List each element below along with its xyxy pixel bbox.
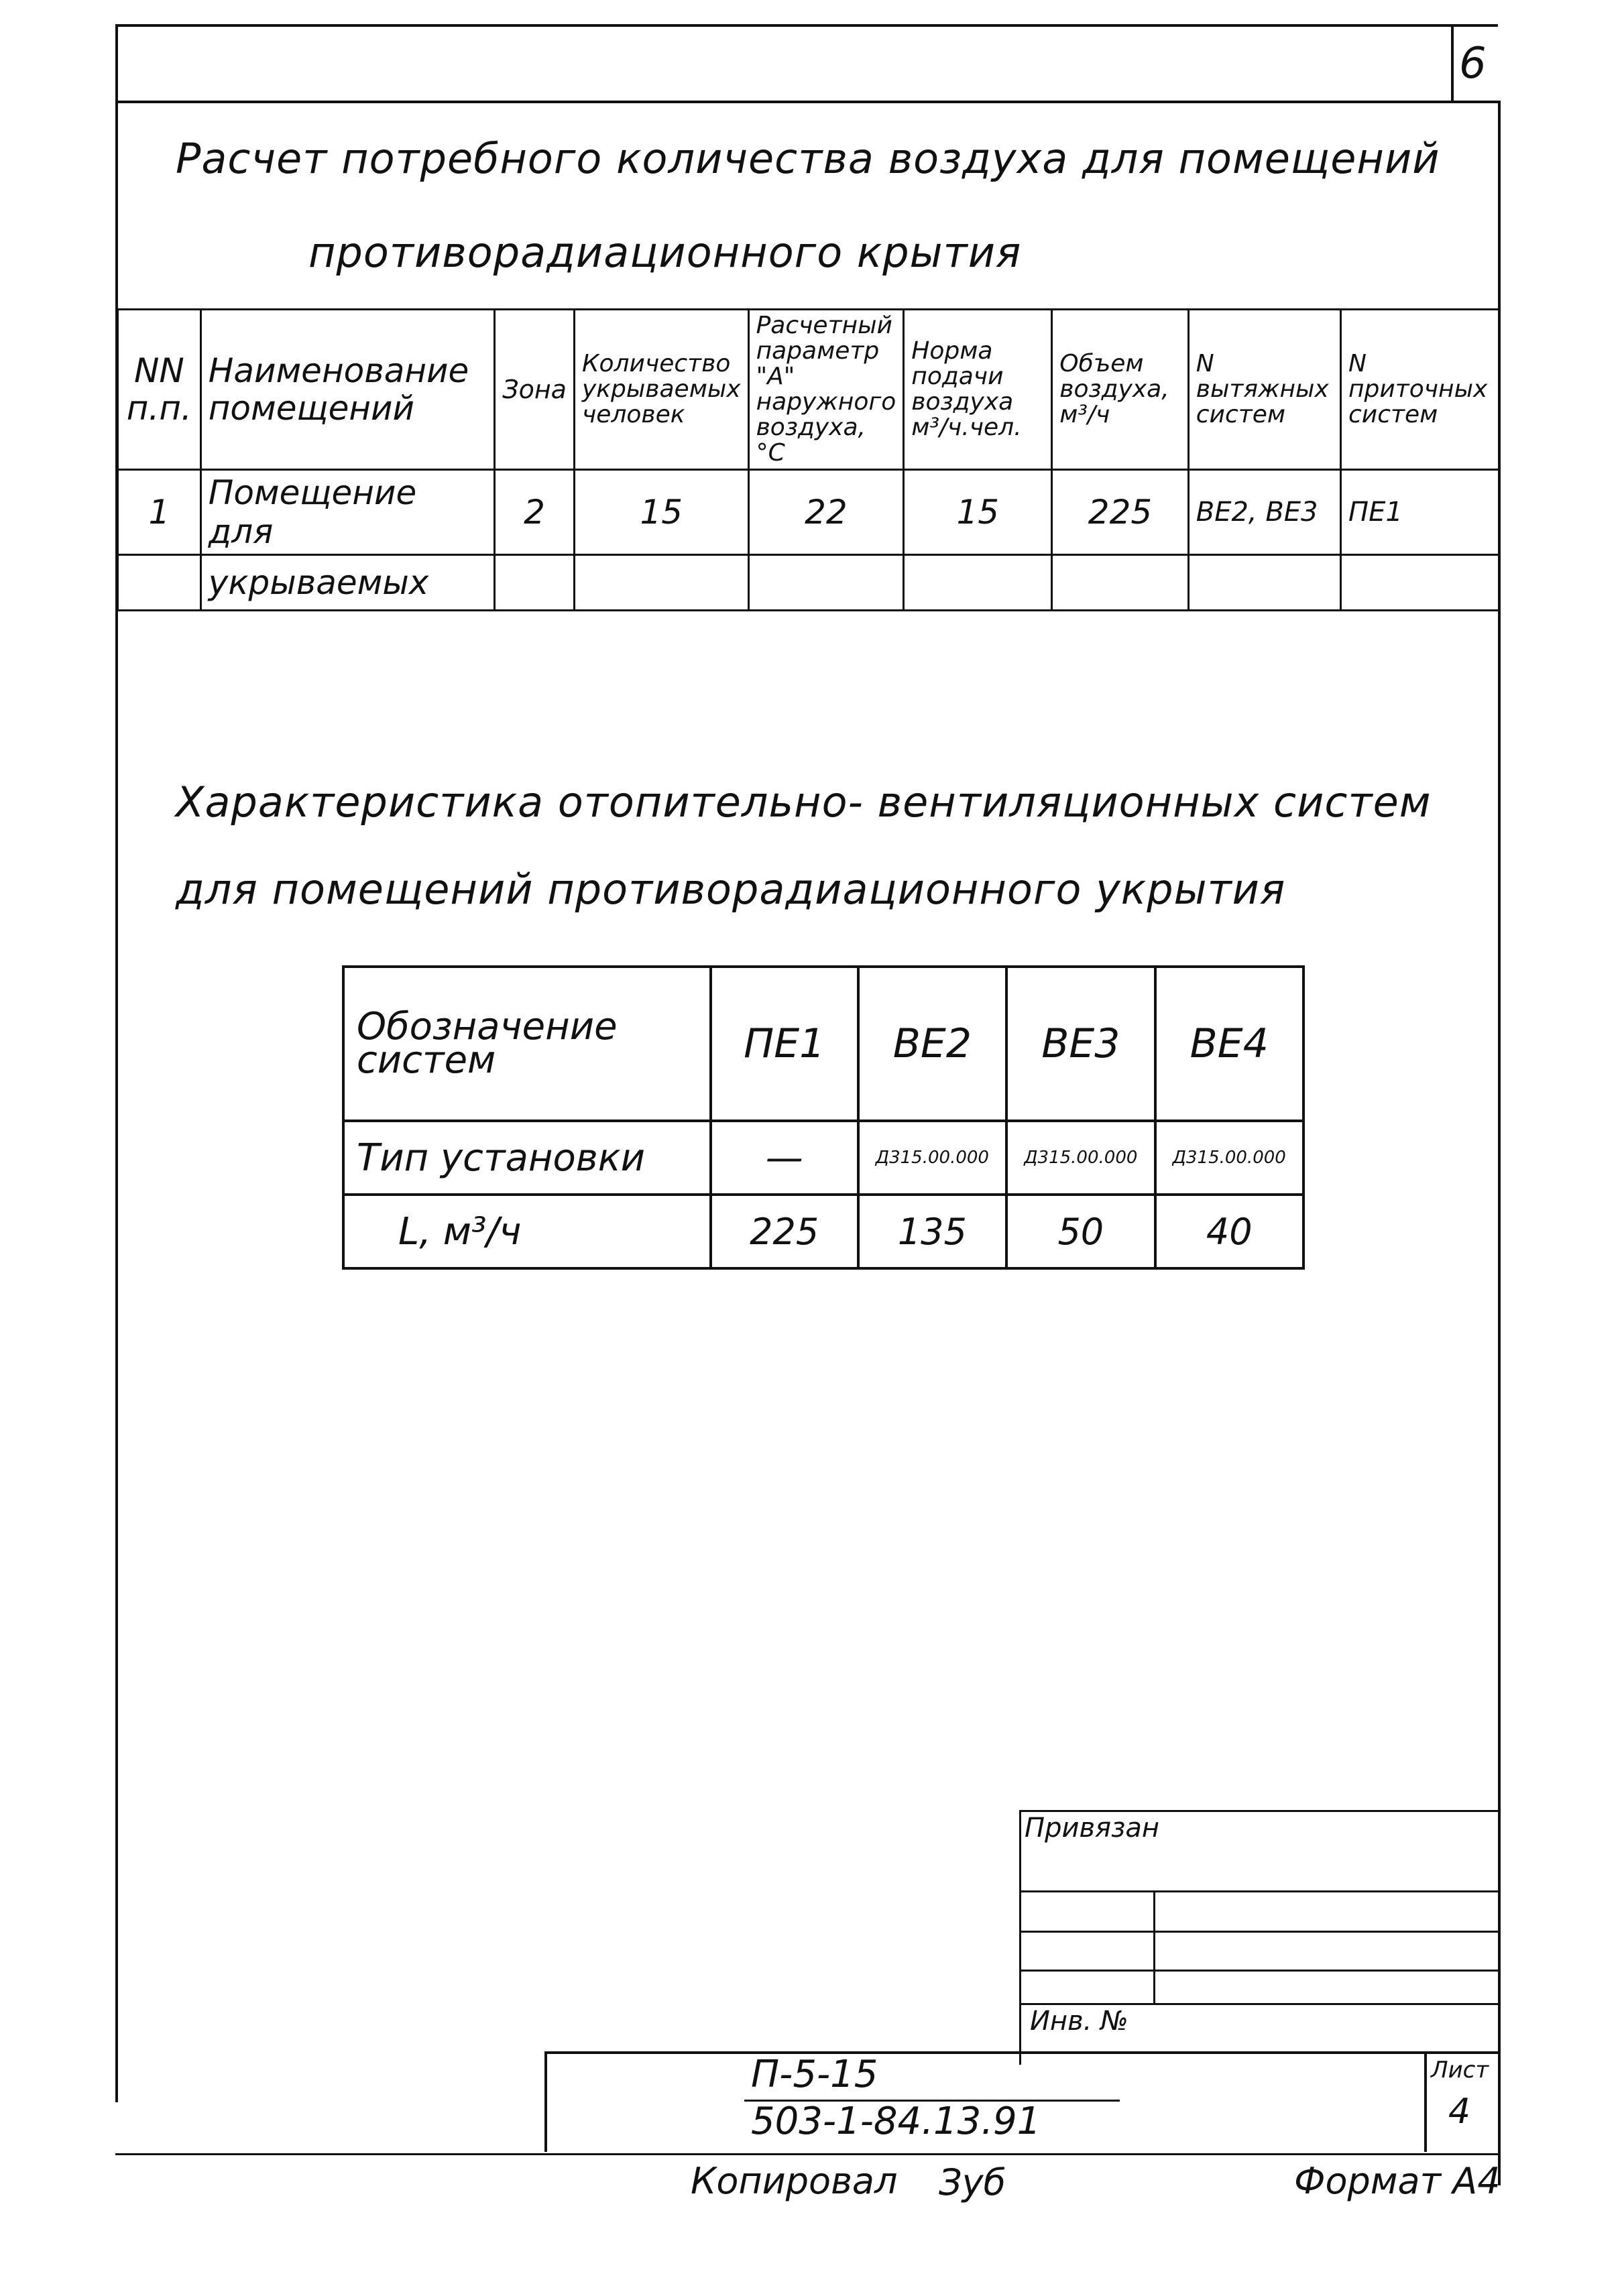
title-box-top [544,2051,1501,2054]
page-title-line2: противорадиационного крытия [308,228,1022,277]
stamp-block [1019,1810,1501,2065]
system-pe1: ПЕ1 [711,967,858,1121]
systems-table [342,965,1305,1270]
stamp-line-2 [1019,1931,1501,1933]
footer-format: Формат А4 [1294,2160,1501,2202]
row1-temp: 22 [748,470,904,555]
stamp-line-3 [1019,1970,1501,1972]
header-volume: Объем воздуха, м³/ч [1052,310,1188,470]
header-norm: Норма подачи воздуха м³/ч.чел. [904,310,1052,470]
type-label: Тип установки [343,1121,711,1195]
row1-num: 1 [118,470,201,555]
type-pe1: — [711,1121,858,1195]
air-calc-header-row [118,310,1500,470]
row1-people: 15 [574,470,748,555]
row2-supply [1341,555,1500,611]
title-box-list-divider [1424,2051,1427,2152]
privyazan-label: Привязан [1025,1813,1160,1844]
inv-no-label: Инв. № [1030,2006,1128,2037]
footer-signature: Зуб [939,2161,1006,2203]
title-box-left [544,2051,547,2152]
row2-volume [1052,555,1188,611]
type-ve2: Д315.00.000 [858,1121,1006,1195]
doc-code-line1: П-5-15 [751,2053,878,2096]
section2-title-line1: Характеристика отопительно- вентиляционных систем [176,778,1432,827]
stamp-left-line [1019,1810,1021,2065]
table-row [118,470,1500,555]
table-row [343,1195,1303,1268]
header-exhaust: N вытяжных систем [1188,310,1340,470]
row2-num [118,555,201,611]
header-zone: Зона [495,310,575,470]
doc-code-line2: 503-1-84.13.91 [751,2100,1041,2143]
stamp-line-4 [1019,2003,1501,2005]
header-supply: N приточных систем [1341,310,1500,470]
system-ve3: ВЕ3 [1006,967,1155,1121]
system-ve4: ВЕ4 [1155,967,1303,1121]
header-num: NN п.п. [118,310,201,470]
row1-supply: ПЕ1 [1341,470,1500,555]
flow-ve3: 50 [1006,1195,1155,1268]
page-title-line1: Расчет потребного количества воздуха для помещений [176,134,1440,183]
row1-zone: 2 [495,470,575,555]
stamp-line-1 [1019,1890,1501,1892]
corner-box-left [1451,24,1454,101]
row1-norm: 15 [904,470,1052,555]
inner-top-line [118,101,1501,103]
footer-copied: Копировал [691,2160,898,2202]
row2-zone [495,555,575,611]
system-ve2: ВЕ2 [858,967,1006,1121]
type-ve4: Д315.00.000 [1155,1121,1303,1195]
flow-ve2: 135 [858,1195,1006,1268]
row2-name: укрываемых [200,555,494,611]
row2-people [574,555,748,611]
row1-exhaust: ВЕ2, ВЕ3 [1188,470,1340,555]
header-people: Количество укрываемых человек [574,310,748,470]
header-name: Наименование помещений [200,310,494,470]
flow-ve4: 40 [1155,1195,1303,1268]
type-ve3: Д315.00.000 [1006,1121,1155,1195]
row1-volume: 225 [1052,470,1188,555]
list-number: 4 [1448,2092,1471,2132]
stamp-top-line [1019,1810,1501,1812]
section2-title-line2: для помещений противорадиационного укрытия [176,865,1286,914]
row2-temp [748,555,904,611]
header-temp: Расчетный параметр "А" наружного воздуха, °С [748,310,904,470]
air-calc-table [117,308,1501,611]
stamp-col-1 [1153,1890,1155,2003]
row2-exhaust [1188,555,1340,611]
frame-top-line [115,24,1498,27]
systems-header-row [343,967,1303,1121]
flow-label: L, м³/ч [343,1195,711,1268]
systems-header-label: Обозначение систем [343,967,711,1121]
flow-pe1: 225 [711,1195,858,1268]
list-label: Лист [1431,2057,1489,2083]
sheet-number-corner: 6 [1459,39,1487,88]
row2-norm [904,555,1052,611]
table-row [118,555,1500,611]
row1-name: Помещение для [200,470,494,555]
table-row [343,1121,1303,1195]
bottom-line [115,2153,1501,2155]
